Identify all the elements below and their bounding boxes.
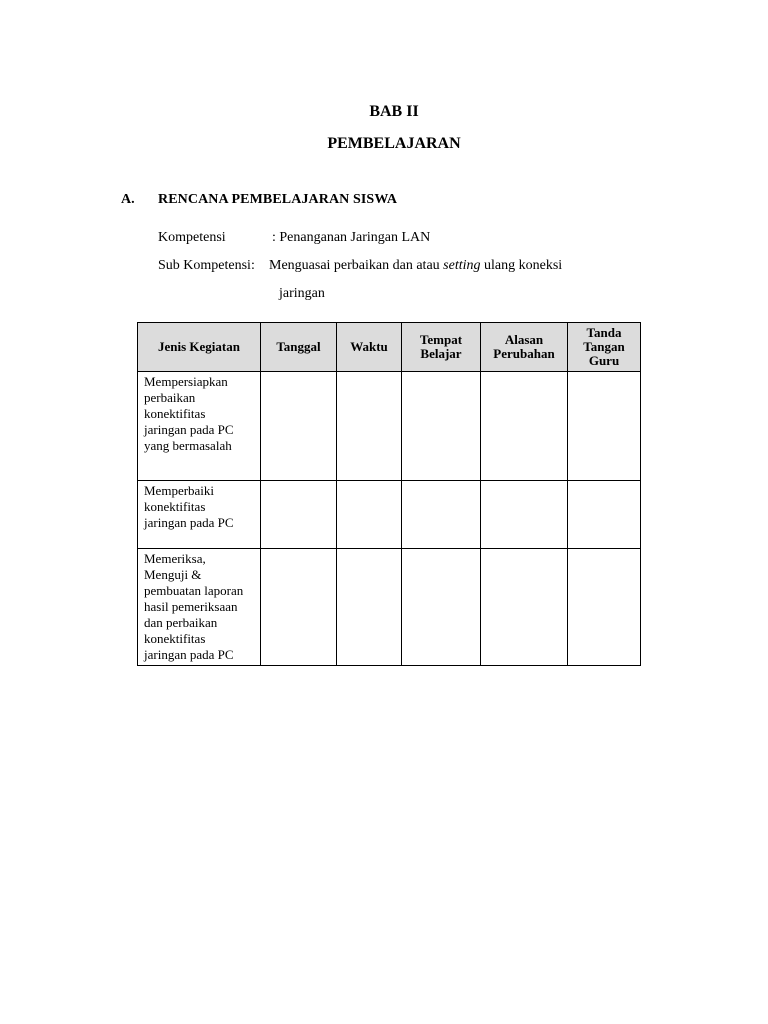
alasan-perubahan-cell bbox=[481, 481, 568, 549]
sub-kompetensi-value-line2: jaringan bbox=[279, 286, 325, 301]
chapter-label: BAB II bbox=[369, 103, 419, 120]
activity-line: konektifitas bbox=[144, 406, 206, 421]
header-text: Alasan bbox=[504, 332, 544, 347]
sub-kompetensi-text-italic: setting bbox=[443, 258, 481, 273]
chapter-title: PEMBELAJARAN bbox=[327, 135, 461, 152]
section-letter: A. bbox=[121, 192, 135, 207]
table-header-row bbox=[138, 323, 641, 372]
alasan-perubahan-cell bbox=[481, 549, 568, 666]
header-text: Tanggal bbox=[276, 339, 321, 354]
header-waktu bbox=[337, 323, 402, 372]
activity-line: Memeriksa, bbox=[144, 551, 206, 566]
activity-line: jaringan pada PC bbox=[144, 422, 234, 437]
header-text: Tempat bbox=[419, 332, 463, 347]
activity-line: Menguji & bbox=[144, 567, 202, 582]
activity-cell bbox=[138, 549, 261, 666]
kompetensi-value: : Penanganan Jaringan LAN bbox=[272, 230, 431, 245]
header-text: Perubahan bbox=[493, 346, 555, 361]
activity-line: Mempersiapkan bbox=[144, 374, 228, 389]
header-alasan-perubahan bbox=[481, 323, 568, 372]
header-text: Waktu bbox=[350, 339, 388, 354]
section-title: RENCANA PEMBELAJARAN SISWA bbox=[158, 192, 398, 207]
header-text: Tanda bbox=[586, 325, 622, 340]
tanda-tangan-cell bbox=[568, 372, 641, 481]
activity-line: perbaikan bbox=[144, 390, 196, 405]
table-row bbox=[138, 549, 641, 666]
header-text: Belajar bbox=[420, 346, 462, 361]
activity-line: pembuatan laporan bbox=[144, 583, 244, 598]
tempat-belajar-cell bbox=[402, 481, 481, 549]
activity-line: jaringan pada PC bbox=[144, 647, 234, 662]
sub-kompetensi-label: Sub Kompetensi: bbox=[158, 258, 255, 273]
table-row bbox=[138, 481, 641, 549]
activity-line: jaringan pada PC bbox=[144, 515, 234, 530]
activity-line: yang bermasalah bbox=[144, 438, 232, 453]
tanggal-cell bbox=[261, 481, 337, 549]
tanda-tangan-cell bbox=[568, 549, 641, 666]
header-tanggal bbox=[261, 323, 337, 372]
header-text: Guru bbox=[588, 353, 620, 368]
tanggal-cell bbox=[261, 372, 337, 481]
sub-kompetensi-value bbox=[269, 258, 562, 274]
activity-cell bbox=[138, 481, 261, 549]
waktu-cell bbox=[337, 549, 402, 666]
tanggal-cell bbox=[261, 549, 337, 666]
activity-line: konektifitas bbox=[144, 631, 206, 646]
activity-line: dan perbaikan bbox=[144, 615, 218, 630]
header-tempat-belajar bbox=[402, 323, 481, 372]
learning-plan-table bbox=[137, 322, 641, 666]
activity-line: konektifitas bbox=[144, 499, 206, 514]
header-tanda-tangan-guru bbox=[568, 323, 641, 372]
header-text: Tangan bbox=[583, 339, 625, 354]
activity-cell bbox=[138, 372, 261, 481]
waktu-cell bbox=[337, 372, 402, 481]
table-row bbox=[138, 372, 641, 481]
tempat-belajar-cell bbox=[402, 549, 481, 666]
kompetensi-label: Kompetensi bbox=[158, 230, 226, 245]
header-text: Jenis Kegiatan bbox=[158, 339, 240, 354]
tanda-tangan-cell bbox=[568, 481, 641, 549]
alasan-perubahan-cell bbox=[481, 372, 568, 481]
header-jenis-kegiatan bbox=[138, 323, 261, 372]
sub-kompetensi-text-2: ulang koneksi bbox=[480, 258, 563, 273]
activity-line: Memperbaiki bbox=[144, 483, 215, 498]
activity-line: hasil pemeriksaan bbox=[144, 599, 238, 614]
waktu-cell bbox=[337, 481, 402, 549]
tempat-belajar-cell bbox=[402, 372, 481, 481]
sub-kompetensi-text-1: Menguasai perbaikan dan atau bbox=[269, 258, 444, 273]
